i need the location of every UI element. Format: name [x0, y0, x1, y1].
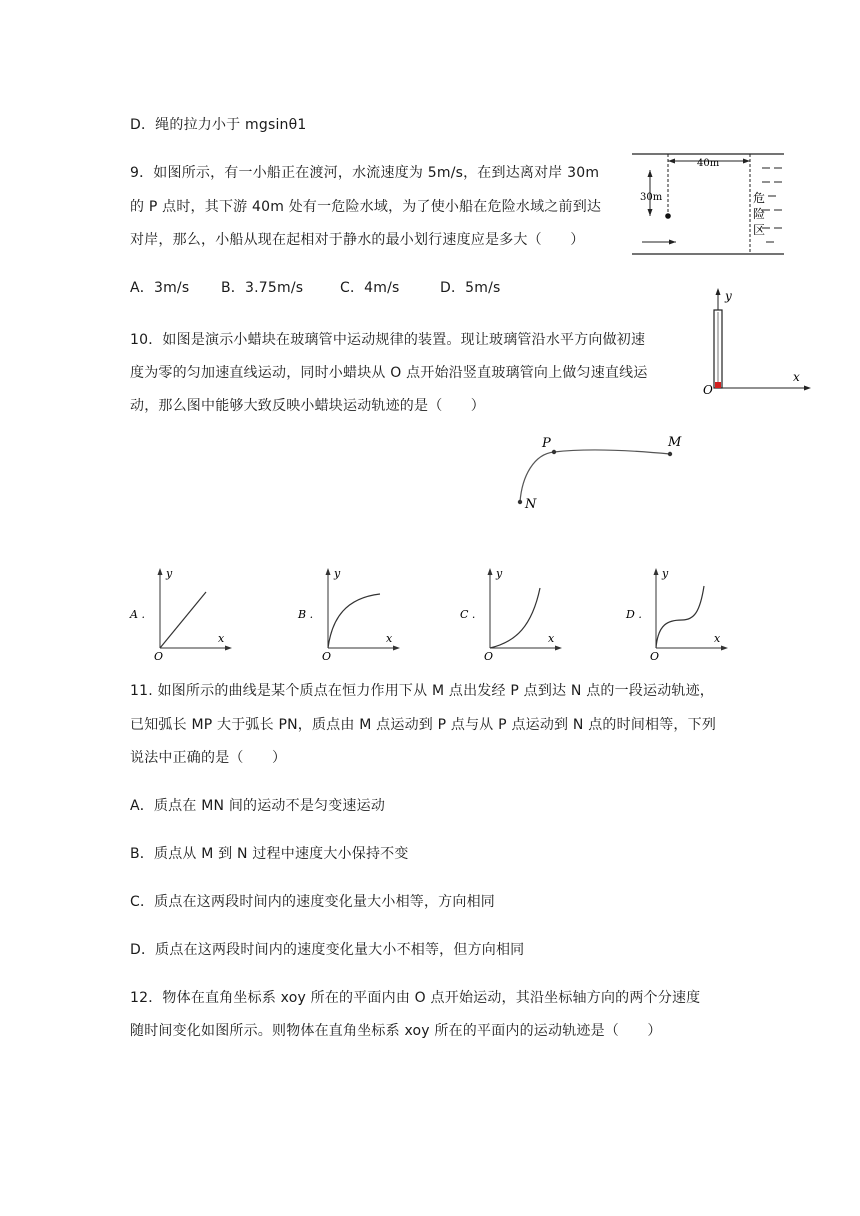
- x-axis-arrow: [225, 646, 232, 651]
- q10-line-1: 10．如图是演示小蜡块在玻璃管中运动规律的装置。现让玻璃管沿水平方向做初速: [130, 332, 646, 348]
- q9-river-figure: [628, 150, 788, 262]
- q10-option-d-graph: [622, 562, 730, 662]
- q10-option-c-graph: [456, 562, 564, 662]
- q11-line-1: 11. 如图所示的曲线是某个质点在恒力作用下从 M 点出发经 P 点到达 N 点的一段运动轨迹，: [130, 683, 715, 699]
- y-axis-arrow: [654, 568, 659, 575]
- x-axis-arrow: [721, 646, 728, 651]
- q9-line-3: 对岸，那么，小船从现在起相对于静水的最小划行速度应是多大（ ）: [130, 232, 585, 248]
- arrow-head-left: [668, 159, 675, 164]
- y-label: y: [662, 567, 669, 580]
- origin-label: O: [650, 650, 660, 662]
- label-30m: 30m: [640, 192, 663, 203]
- q9-line-1: 9．如图所示，有一小船正在渡河，水流速度为 5m/s，在到达离对岸 30m: [130, 165, 600, 181]
- zone-char-2: 险: [753, 207, 766, 221]
- y-axis-arrow: [326, 568, 331, 575]
- point-n: [518, 500, 522, 504]
- q9-option-a: A．3m/s: [130, 280, 190, 296]
- q11-trajectory-figure: [508, 428, 694, 514]
- x-label: x: [218, 632, 225, 645]
- origin-label: O: [703, 383, 713, 397]
- trajectory-line-straight: [160, 592, 206, 648]
- label-n: N: [525, 497, 537, 512]
- arrow-head-up: [648, 170, 653, 177]
- trajectory-curve: [520, 450, 670, 502]
- x-axis-arrow: [393, 646, 400, 651]
- y-label: y: [166, 567, 173, 580]
- q9-option-d: D．5m/s: [440, 280, 501, 296]
- origin-label: O: [154, 650, 164, 662]
- q12-line-1: 12．物体在直角坐标系 xoy 所在的平面内由 O 点开始运动，其沿坐标轴方向的两个分速度: [130, 990, 701, 1006]
- y-axis-arrow: [488, 568, 493, 575]
- origin-label: O: [484, 650, 494, 662]
- q11-option-b: B．质点从 M 到 N 过程中速度大小保持不变: [130, 846, 409, 862]
- flow-arrow-head: [669, 240, 676, 245]
- q11-option-c: C．质点在这两段时间内的速度变化量大小相等，方向相同: [130, 894, 495, 910]
- x-axis-arrow: [555, 646, 562, 651]
- x-label: x: [714, 632, 721, 645]
- trajectory-curve-s-shaped: [656, 586, 704, 648]
- wax-block: [715, 382, 721, 388]
- q10-tube-figure: [696, 284, 816, 398]
- q10-line-2: 度为零的匀加速直线运动，同时小蜡块从 O 点开始沿竖直玻璃管向上做匀速直线运: [130, 365, 648, 381]
- label-40m: 40m: [697, 158, 720, 169]
- q11-line-3: 说法中正确的是（ ）: [130, 750, 287, 766]
- y-label: y: [334, 567, 341, 580]
- origin-label: O: [322, 650, 332, 662]
- option-letter: D .: [626, 608, 642, 621]
- point-m: [668, 452, 672, 456]
- x-axis-label: x: [793, 370, 800, 384]
- trajectory-curve-concave: [328, 594, 380, 648]
- q8-option-d: D．绳的拉力小于 mgsinθ1: [130, 117, 307, 133]
- label-m: M: [668, 435, 682, 450]
- point-p: [552, 450, 556, 454]
- arrow-head-right: [743, 159, 750, 164]
- option-letter: B .: [298, 608, 314, 621]
- x-axis-arrow: [804, 386, 811, 391]
- x-label: x: [548, 632, 555, 645]
- point-p: [665, 213, 671, 219]
- q10-option-a-graph: [126, 562, 234, 662]
- y-axis-arrow: [158, 568, 163, 575]
- x-label: x: [386, 632, 393, 645]
- zone-char-1: 危: [753, 191, 766, 205]
- q11-option-d: D．质点在这两段时间内的速度变化量大小不相等，但方向相同: [130, 942, 525, 958]
- q9-line-2: 的 P 点时，其下游 40m 处有一危险水域，为了使小船在危险水域之前到达: [130, 199, 602, 215]
- q9-option-c: C．4m/s: [340, 280, 400, 296]
- q11-line-2: 已知弧长 MP 大于弧长 PN，质点由 M 点运动到 P 点与从 P 点运动到 N 点的时间相等，下列: [130, 717, 717, 733]
- label-p: P: [542, 436, 551, 451]
- y-axis-label: y: [725, 289, 732, 303]
- zone-char-3: 区: [753, 223, 766, 237]
- option-letter: A .: [130, 608, 145, 621]
- q10-option-b-graph: [294, 562, 402, 662]
- q10-line-3: 动，那么图中能够大致反映小蜡块运动轨迹的是（ ）: [130, 398, 485, 414]
- trajectory-curve-convex: [490, 588, 540, 648]
- y-axis-arrow: [716, 288, 721, 295]
- q11-option-a: A．质点在 MN 间的运动不是匀变速运动: [130, 798, 386, 814]
- q12-line-2: 随时间变化如图所示。则物体在直角坐标系 xoy 所在的平面内的运动轨迹是（ ）: [130, 1023, 662, 1039]
- option-letter: C .: [460, 608, 476, 621]
- arrow-head-down: [648, 209, 653, 216]
- q9-option-b: B．3.75m/s: [221, 280, 304, 296]
- y-label: y: [496, 567, 503, 580]
